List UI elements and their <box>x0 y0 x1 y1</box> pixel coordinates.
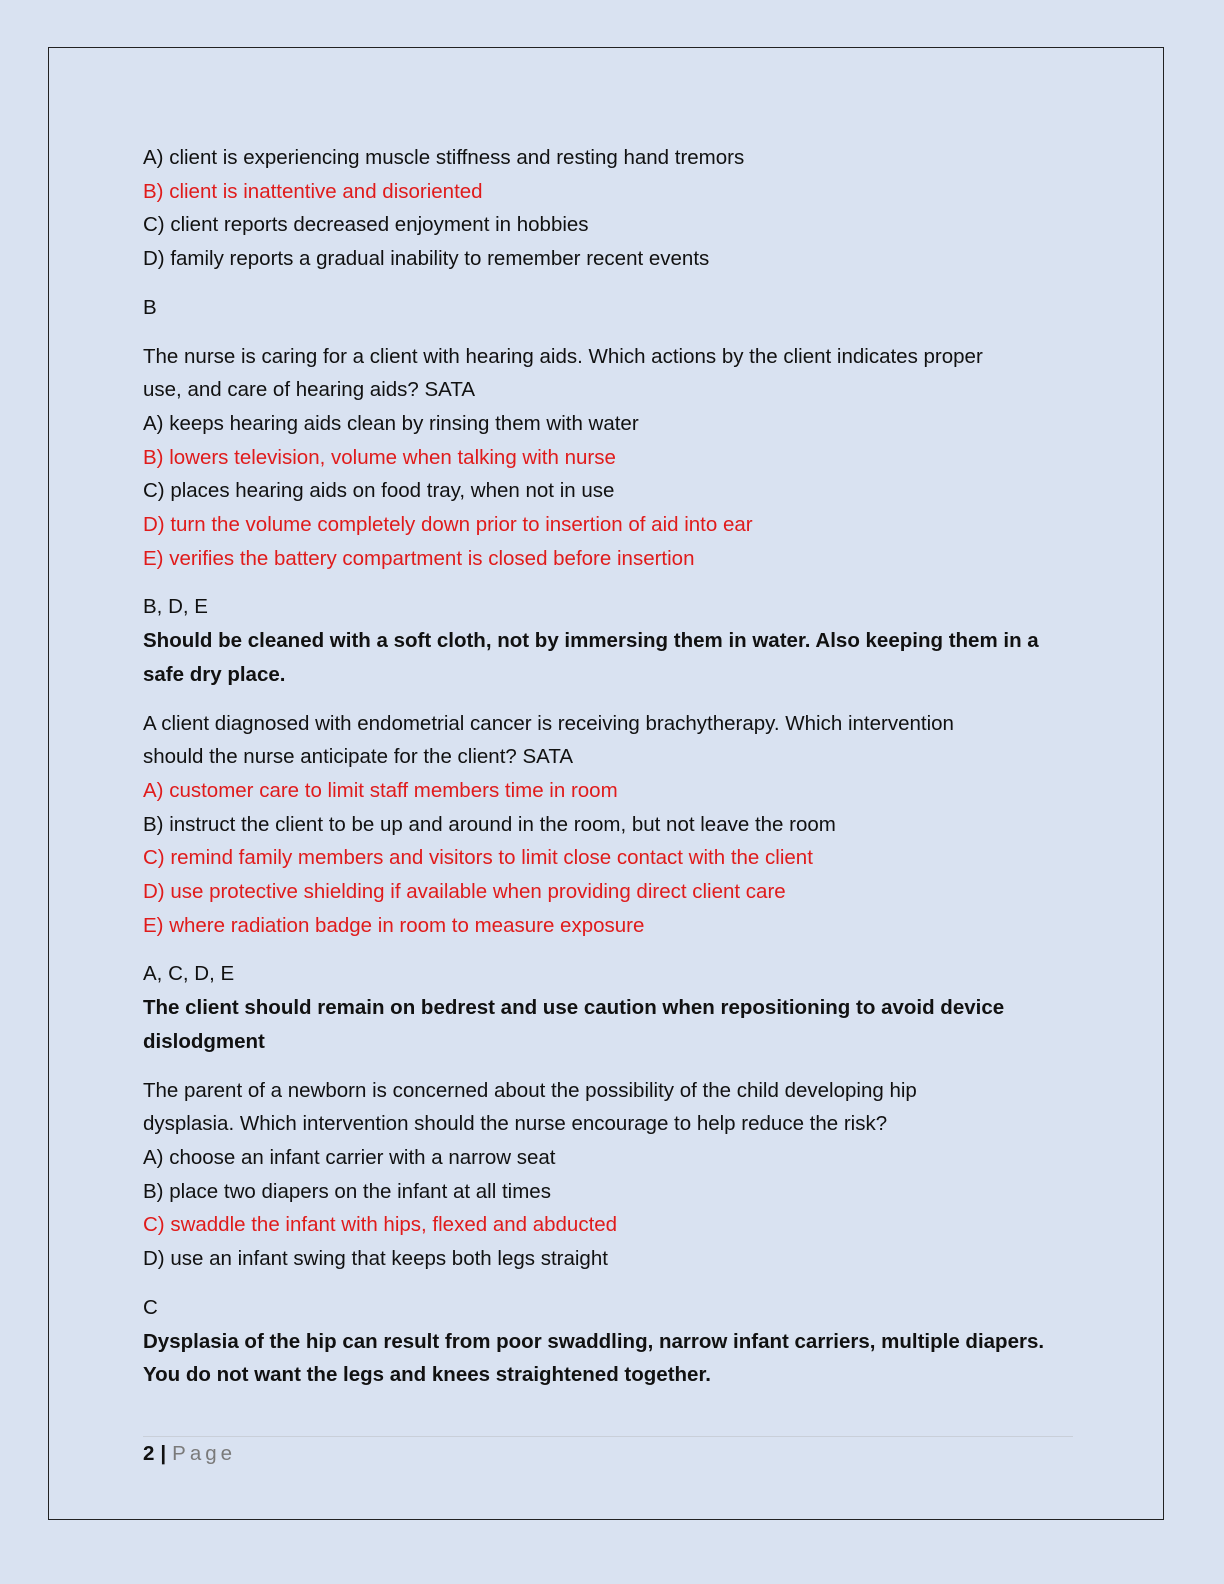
answer-key: B <box>143 295 157 319</box>
footer-separator: | <box>160 1442 167 1465</box>
question-stem: The parent of a newborn is concerned about the possibility of the child developing hip <box>143 1078 917 1102</box>
option-line: B) place two diapers on the infant at all times <box>143 1179 551 1203</box>
question-stem: should the nurse anticipate for the client? SATA <box>143 745 573 769</box>
option-line-correct: E) verifies the battery compartment is closed before insertion <box>143 546 695 570</box>
option-line: C) client reports decreased enjoyment in hobbies <box>143 213 589 237</box>
question-stem: dysplasia. Which intervention should the nurse encourage to help reduce the risk? <box>143 1112 888 1136</box>
option-line: D) family reports a gradual inability to remember recent events <box>143 247 710 271</box>
answer-key: C <box>143 1295 158 1319</box>
option-line-correct: B) lowers television, volume when talking with nurse <box>143 445 616 469</box>
option-line-correct: C) remind family members and visitors to limit close contact with the client <box>143 846 813 870</box>
page-number: 2 <box>143 1442 155 1465</box>
page-footer <box>143 1440 236 1468</box>
question-block <box>143 707 1073 1059</box>
option-line-correct: D) use protective shielding if available when providing direct client care <box>143 880 786 904</box>
option-line: D) use an infant swing that keeps both legs straight <box>143 1247 608 1271</box>
question-stem: A client diagnosed with endometrial cancer is receiving brachytherapy. Which intervention <box>143 711 954 735</box>
option-line: A) choose an infant carrier with a narrow seat <box>143 1145 556 1169</box>
rationale: The client should remain on bedrest and use caution when repositioning to avoid device dislodgment <box>143 996 1005 1053</box>
option-line-correct: A) customer care to limit staff members time in room <box>143 778 618 802</box>
option-line: B) instruct the client to be up and around in the room, but not leave the room <box>143 812 836 836</box>
intro-options <box>143 141 1073 276</box>
option-line-correct: C) swaddle the infant with hips, flexed and abducted <box>143 1213 618 1237</box>
option-line-correct: B) client is inattentive and disoriented <box>143 179 483 203</box>
footer-divider <box>143 1436 1073 1437</box>
rationale: Dysplasia of the hip can result from poor swaddling, narrow infant carriers, multiple diapers. You do not want the legs and knees straightened together. <box>143 1329 1045 1387</box>
question-stem: The nurse is caring for a client with hearing aids. Which actions by the client indicates proper <box>143 344 983 368</box>
answer-key: B, D, E <box>143 595 208 619</box>
option-line: A) keeps hearing aids clean by rinsing them with water <box>143 411 639 435</box>
answer-key: A, C, D, E <box>143 962 235 986</box>
question-stem: use, and care of hearing aids? SATA <box>143 378 475 402</box>
page-label: Page <box>172 1442 237 1465</box>
option-line: A) client is experiencing muscle stiffness and resting hand tremors <box>143 146 745 169</box>
question-block <box>143 340 1073 692</box>
rationale: Should be cleaned with a soft cloth, not by immersing them in water. Also keeping them in a safe dry place. <box>143 629 1039 686</box>
document-body <box>143 141 1073 1392</box>
option-line-correct: E) where radiation badge in room to measure exposure <box>143 913 645 937</box>
option-line-correct: D) turn the volume completely down prior to insertion of aid into ear <box>143 513 753 537</box>
question-block <box>143 1074 1073 1392</box>
option-line: C) places hearing aids on food tray, when not in use <box>143 479 615 503</box>
